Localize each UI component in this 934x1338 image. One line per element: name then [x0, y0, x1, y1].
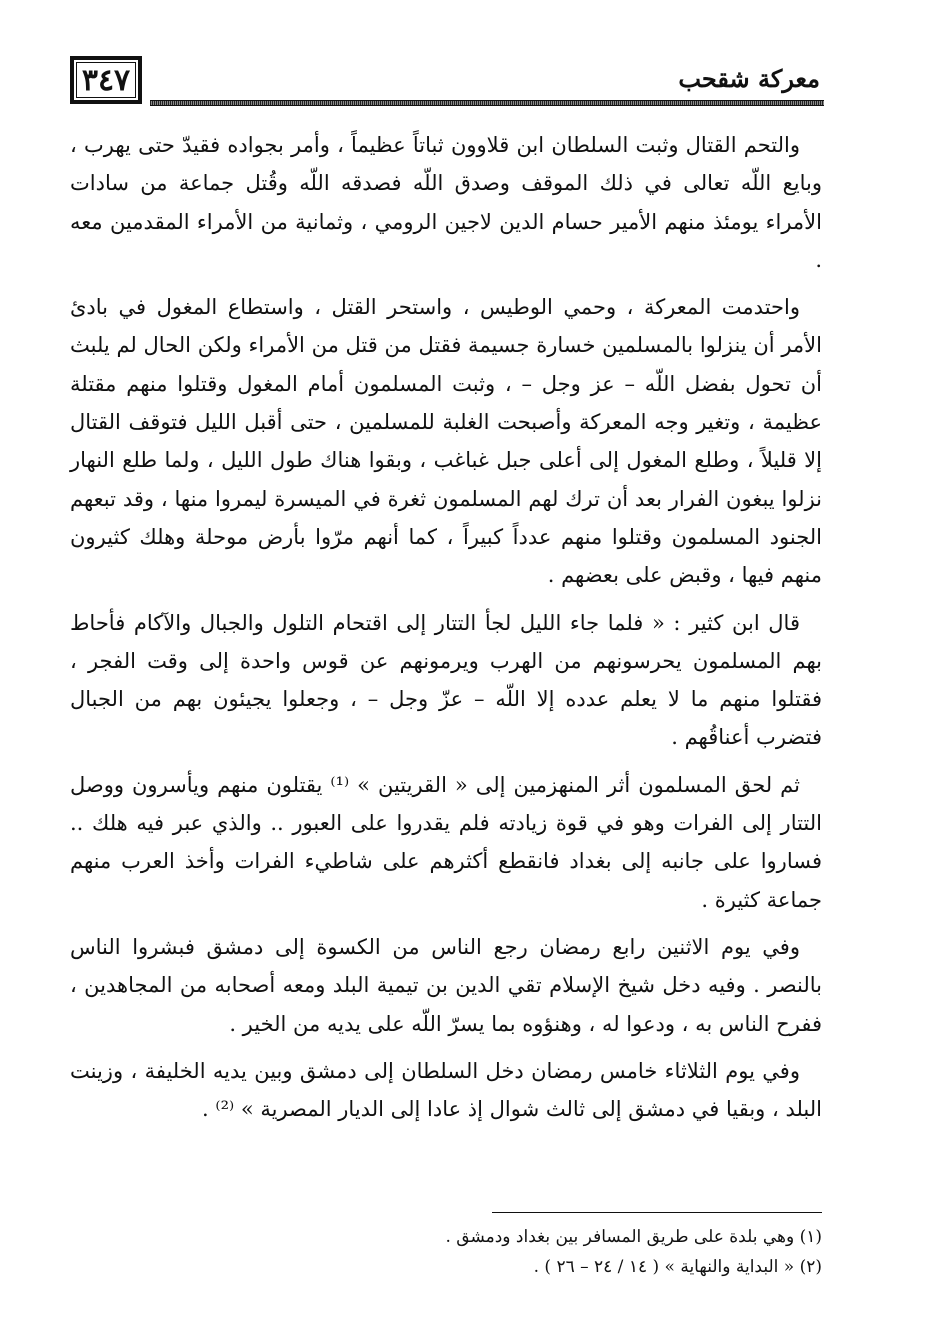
paragraph: قال ابن كثير : « فلما جاء الليل لجأ التتار إلى اقتحام التلول والجبال والآكام فأحاط بهم المسلمون يحرسونهم من الهرب ويرمونهم عن قوس واحدة إلى وقت الفجر ، فقتلوا منهم ما لا يعلم عدده إلا اللّه – عزّ وجل – ، وجعلوا يجيئون بهم من الجبال فتضرب أعناقُهم .	[70, 610, 822, 750]
header-rule	[150, 100, 824, 106]
paragraph: وفي يوم الثلاثاء خامس رمضان دخل السلطان إلى دمشق وبين يديه الخليفة ، وزينت البلد ، وبقيا في دمشق إلى ثالث شوال إذ عادا إلى الديار المصرية » ⁽²⁾ .	[70, 1058, 822, 1122]
footnotes	[70, 1222, 822, 1282]
paragraph: واحتدمت المعركة ، وحمي الوطيس ، واستحر القتل ، واستطاع المغول في بادئ الأمر أن ينزلوا بالمسلمين خسارة جسيمة فقتل من قتل من الأمراء ولكن الحال لم يلبث أن تحول بفضل اللّه – عز وجل – ، وثبت المسلمون أمام المغول وقتلوا منهم مقتلة عظيمة ، وتغير وجه المعركة وأصبحت الغلبة للمسلمين ، حتى أقبل الليل فتوقف القتال إلا قليلاً ، وطلع المغول إلى أعلى جبل غباغب ، وبقوا هناك طول الليل ، ولما طلع النهار نزلوا يبغون الفرار بعد أن ترك لهم المسلمون ثغرة في الميسرة ليمروا منها ، وقد تبعهم الجنود المسلمون وقتلوا منهم عدداً كبيراً ، كما أنهم مرّوا بأرض موحلة وهلك كثيرون منهم فيها ، وقبض على بعضهم .	[70, 295, 822, 588]
paragraph: ثم لحق المسلمون أثر المنهزمين إلى « القريتين » ⁽¹⁾ يقتلون منهم ويأسرون ووصل التتار إلى الفرات وهو في قوة زيادته فلم يقدروا على العبور .. والذي عبر فيه هلك .. فساروا على جانبه إلى بغداد فانقطع أكثرهم على شاطيء الفرات وأخذ العرب منهم جماعة كثيرة .	[70, 772, 822, 912]
page-number: ٣٤٧	[70, 56, 142, 104]
footnote: (٢) « البداية والنهاية » ( ١٤ / ٢٤ – ٢٦ ) .	[533, 1257, 822, 1277]
running-title: معركة شقحب	[678, 64, 820, 93]
footnote-rule	[492, 1212, 822, 1213]
main-text	[70, 126, 822, 1137]
paragraph: وفي يوم الاثنين رابع رمضان رجع الناس من الكسوة إلى دمشق فبشروا الناس بالنصر . وفيه دخل شيخ الإسلام تقي الدين بن تيمية البلد ومعه أصحابه من المجاهدين ، ففرح الناس به ، ودعوا له ، وهنؤوه بما يسرّ اللّه على يديه من الخير .	[70, 934, 822, 1036]
footnote: (١) وهي بلدة على طريق المسافر بين بغداد ودمشق .	[445, 1227, 822, 1247]
paragraph: والتحم القتال وثبت السلطان ابن قلاوون ثباتاً عظيماً ، وأمر بجواده فقيدّ حتى يهرب ، وبايع اللّه تعالى في ذلك الموقف وصدق اللّه فصدقه اللّه وقُتل جماعة من سادات الأمراء يومئذ منهم الأمير حسام الدين لاجين الرومي ، وثمانية من الأمراء المقدمين معه .	[70, 133, 822, 272]
page-header	[70, 50, 824, 110]
